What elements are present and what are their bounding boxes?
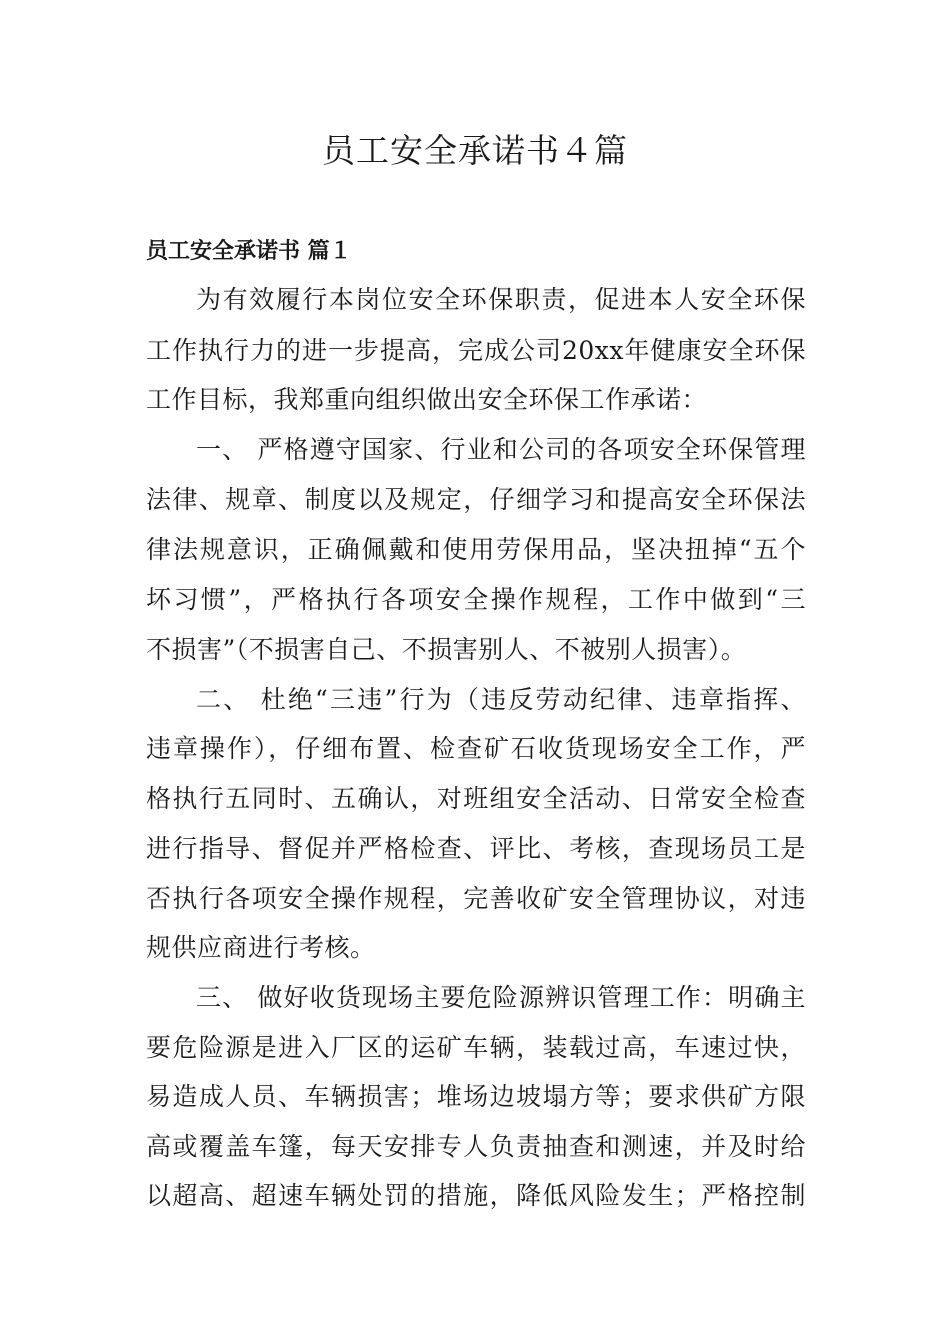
- paragraph-3-line-6: 规供应商进行考核。: [146, 933, 376, 962]
- section-heading: 员工安全承诺书 篇１: [146, 238, 352, 264]
- paragraph-1-line-2: 工作执行力的进一步提高，完成公司20xx年健康安全环保: [146, 336, 806, 365]
- paragraph-4-line-1: 三、 做好收货现场主要危险源辨识管理工作：明确主: [196, 983, 806, 1012]
- paragraph-2-line-5: 不损害”（不损害自己、不损害别人、不被别人损害）。: [146, 635, 747, 664]
- paragraph-2-line-4: 坏习惯”，严格执行各项安全操作规程，工作中做到“三: [146, 585, 806, 614]
- paragraph-2-line-3: 律法规意识，正确佩戴和使用劳保用品，坚决扭掉“五个: [146, 535, 806, 564]
- paragraph-2-line-1: 一、 严格遵守国家、行业和公司的各项安全环保管理: [196, 435, 806, 464]
- paragraph-3-line-2: 违章操作），仔细布置、检查矿石收货现场安全工作，严: [146, 734, 806, 763]
- document-title: 员工安全承诺书４篇: [322, 131, 628, 170]
- paragraph-3-line-1: 二、 杜绝“三违”行为（违反劳动纪律、违章指挥、: [196, 685, 806, 714]
- paragraph-3-line-4: 进行指导、督促并严格检查、评比、考核，查现场员工是: [146, 834, 806, 863]
- paragraph-4-line-4: 高或覆盖车篷，每天安排专人负责抽查和测速，并及时给: [146, 1132, 806, 1161]
- paragraph-1-line-1: 为有效履行本岗位安全环保职责，促进本人安全环保: [196, 285, 806, 314]
- paragraph-4-line-2: 要危险源是进入厂区的运矿车辆，装载过高，车速过快，: [146, 1033, 806, 1062]
- paragraph-3-line-3: 格执行五同时、五确认，对班组安全活动、日常安全检查: [146, 784, 806, 813]
- paragraph-3-line-5: 否执行各项安全操作规程，完善收矿安全管理协议，对违: [146, 884, 806, 913]
- paragraph-1-line-3: 工作目标，我郑重向组织做出安全环保工作承诺：: [146, 385, 708, 414]
- paragraph-2-line-2: 法律、规章、制度以及规定，仔细学习和提高安全环保法: [146, 485, 806, 514]
- paragraph-4-line-3: 易造成人员、车辆损害；堆场边坡塌方等；要求供矿方限: [146, 1082, 806, 1111]
- paragraph-4-line-5: 以超高、超速车辆处罚的措施，降低风险发生；严格控制: [146, 1181, 806, 1210]
